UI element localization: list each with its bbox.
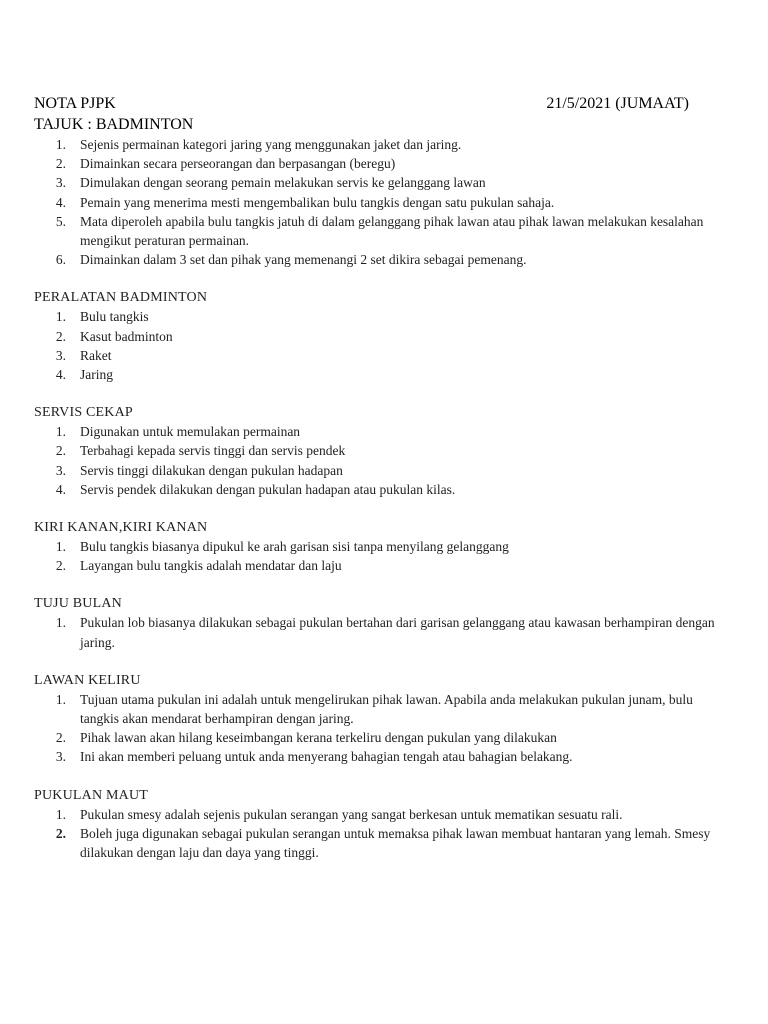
item-number: 1.: [55, 424, 66, 440]
section-list-servis-cekap: [34, 422, 734, 499]
item-text: Pukulan lob biasanya dilakukan sebagai pukulan bertahan dari garisan gelanggang atau kawasan berhampiran dengan jaring.: [80, 615, 715, 650]
list-item: [34, 556, 734, 575]
list-item: [34, 728, 734, 747]
section-list-kiri-kanan: [34, 537, 734, 575]
list-item: [34, 327, 734, 346]
item-text: Layangan bulu tangkis adalah mendatar dan laju: [80, 558, 342, 574]
list-item: [34, 441, 734, 460]
item-number: 2.: [55, 443, 66, 459]
item-text: Ini akan memberi peluang untuk anda menyerang bahagian tengah atau bahagian belakang.: [80, 749, 573, 765]
list-item: [34, 480, 734, 499]
item-number: 1.: [55, 539, 66, 555]
section-title-servis-cekap: SERVIS CEKAP: [34, 405, 133, 421]
list-item: [34, 824, 734, 862]
list-item: [34, 250, 734, 269]
section-title-peralatan: PERALATAN BADMINTON: [34, 290, 208, 306]
document-page: [34, 93, 734, 862]
item-text: Dimulakan dengan seorang pemain melakukan servis ke gelanggang lawan: [80, 175, 486, 191]
item-text: Dimainkan secara perseorangan dan berpasangan (beregu): [80, 156, 396, 172]
item-text: Dimainkan dalam 3 set dan pihak yang memenangi 2 set dikira sebagai pemenang.: [80, 252, 527, 268]
item-number: 5.: [55, 213, 66, 229]
list-item: [34, 537, 734, 556]
item-text: Sejenis permainan kategori jaring yang menggunakan jaket dan jaring.: [80, 137, 462, 152]
section-list-lawan-keliru: [34, 690, 734, 767]
list-item: [34, 461, 734, 480]
item-number: 3.: [55, 749, 66, 765]
item-number: 1.: [55, 137, 66, 152]
list-item: [34, 365, 734, 384]
list-item: [34, 212, 734, 250]
intro-list: [34, 135, 734, 269]
list-item: [34, 307, 734, 326]
item-text: Pihak lawan akan hilang keseimbangan kerana terkeliru dengan pukulan yang dilakukan: [80, 730, 557, 746]
list-item: [34, 346, 734, 365]
section-list-tuju-bulan: [34, 613, 734, 651]
item-text: Pemain yang menerima mesti mengembalikan bulu tangkis dengan satu pukulan sahaja.: [80, 194, 555, 210]
item-number: 1.: [55, 309, 66, 325]
list-item: [34, 747, 734, 766]
item-number: 3.: [55, 175, 66, 191]
header-row: [34, 93, 734, 114]
item-number: 4.: [55, 367, 66, 383]
item-text: Pukulan smesy adalah sejenis pukulan serangan yang sangat berkesan untuk mematikan sesuatu rali.: [80, 806, 623, 822]
list-item: [34, 613, 734, 651]
item-text: Mata diperoleh apabila bulu tangkis jatuh di dalam gelanggang pihak lawan atau pihak lawan melakukan kesalahan mengikut peraturan permainan.: [80, 213, 704, 249]
item-number: 2.: [55, 156, 66, 172]
item-number: 3.: [55, 462, 66, 478]
section-title-pukulan-maut: PUKULAN MAUT: [34, 787, 149, 803]
item-number: 1.: [55, 691, 66, 707]
document-title: NOTA PJPK: [34, 95, 116, 112]
item-number: 3.: [55, 347, 66, 363]
list-item: [34, 805, 734, 824]
item-number: 2.: [55, 328, 66, 344]
item-text: Servis tinggi dilakukan dengan pukulan hadapan: [80, 462, 343, 478]
item-text: Raket: [80, 347, 112, 363]
item-text: Tujuan utama pukulan ini adalah untuk mengelirukan pihak lawan. Apabila anda melakukan pukulan junam, bulu tangkis akan mendarat berhampiran dengan jaring.: [80, 691, 693, 727]
document-date: 21/5/2021 (JUMAAT): [546, 95, 689, 112]
item-text: Bulu tangkis: [80, 309, 149, 325]
list-item: [34, 690, 734, 728]
item-number: 6.: [55, 252, 66, 268]
item-number: 4.: [55, 194, 66, 210]
document-topic: TAJUK : BADMINTON: [34, 116, 194, 133]
item-number: 1.: [55, 615, 66, 631]
item-text: Digunakan untuk memulakan permainan: [80, 424, 301, 440]
item-number: 4.: [55, 481, 66, 497]
item-number: 1.: [55, 806, 66, 822]
item-number: 2.: [55, 558, 66, 574]
list-item: [34, 135, 734, 154]
section-title-lawan-keliru: LAWAN KELIRU: [34, 672, 141, 688]
section-list-pukulan-maut: [34, 805, 734, 863]
item-text: Terbahagi kepada servis tinggi dan servis pendek: [80, 443, 346, 459]
section-title-kiri-kanan: KIRI KANAN,KIRI KANAN: [34, 520, 208, 536]
section-list-peralatan: [34, 307, 734, 384]
item-text: Bulu tangkis biasanya dipukul ke arah garisan sisi tanpa menyilang gelanggang: [80, 539, 509, 555]
item-number: 2.: [55, 825, 66, 841]
list-item: [34, 422, 734, 441]
item-text: Boleh juga digunakan sebagai pukulan serangan untuk memaksa pihak lawan membuat hantaran yang lemah. Smesy dilakukan dengan laju dan daya yang tinggi.: [80, 825, 711, 861]
list-item: [34, 173, 734, 192]
item-text: Servis pendek dilakukan dengan pukulan hadapan atau pukulan kilas.: [80, 481, 456, 497]
item-number: 2.: [55, 730, 66, 746]
item-text: Jaring: [80, 367, 113, 383]
section-title-tuju-bulan: TUJU BULAN: [34, 596, 122, 612]
item-text: Kasut badminton: [80, 328, 173, 344]
list-item: [34, 154, 734, 173]
list-item: [34, 193, 734, 212]
